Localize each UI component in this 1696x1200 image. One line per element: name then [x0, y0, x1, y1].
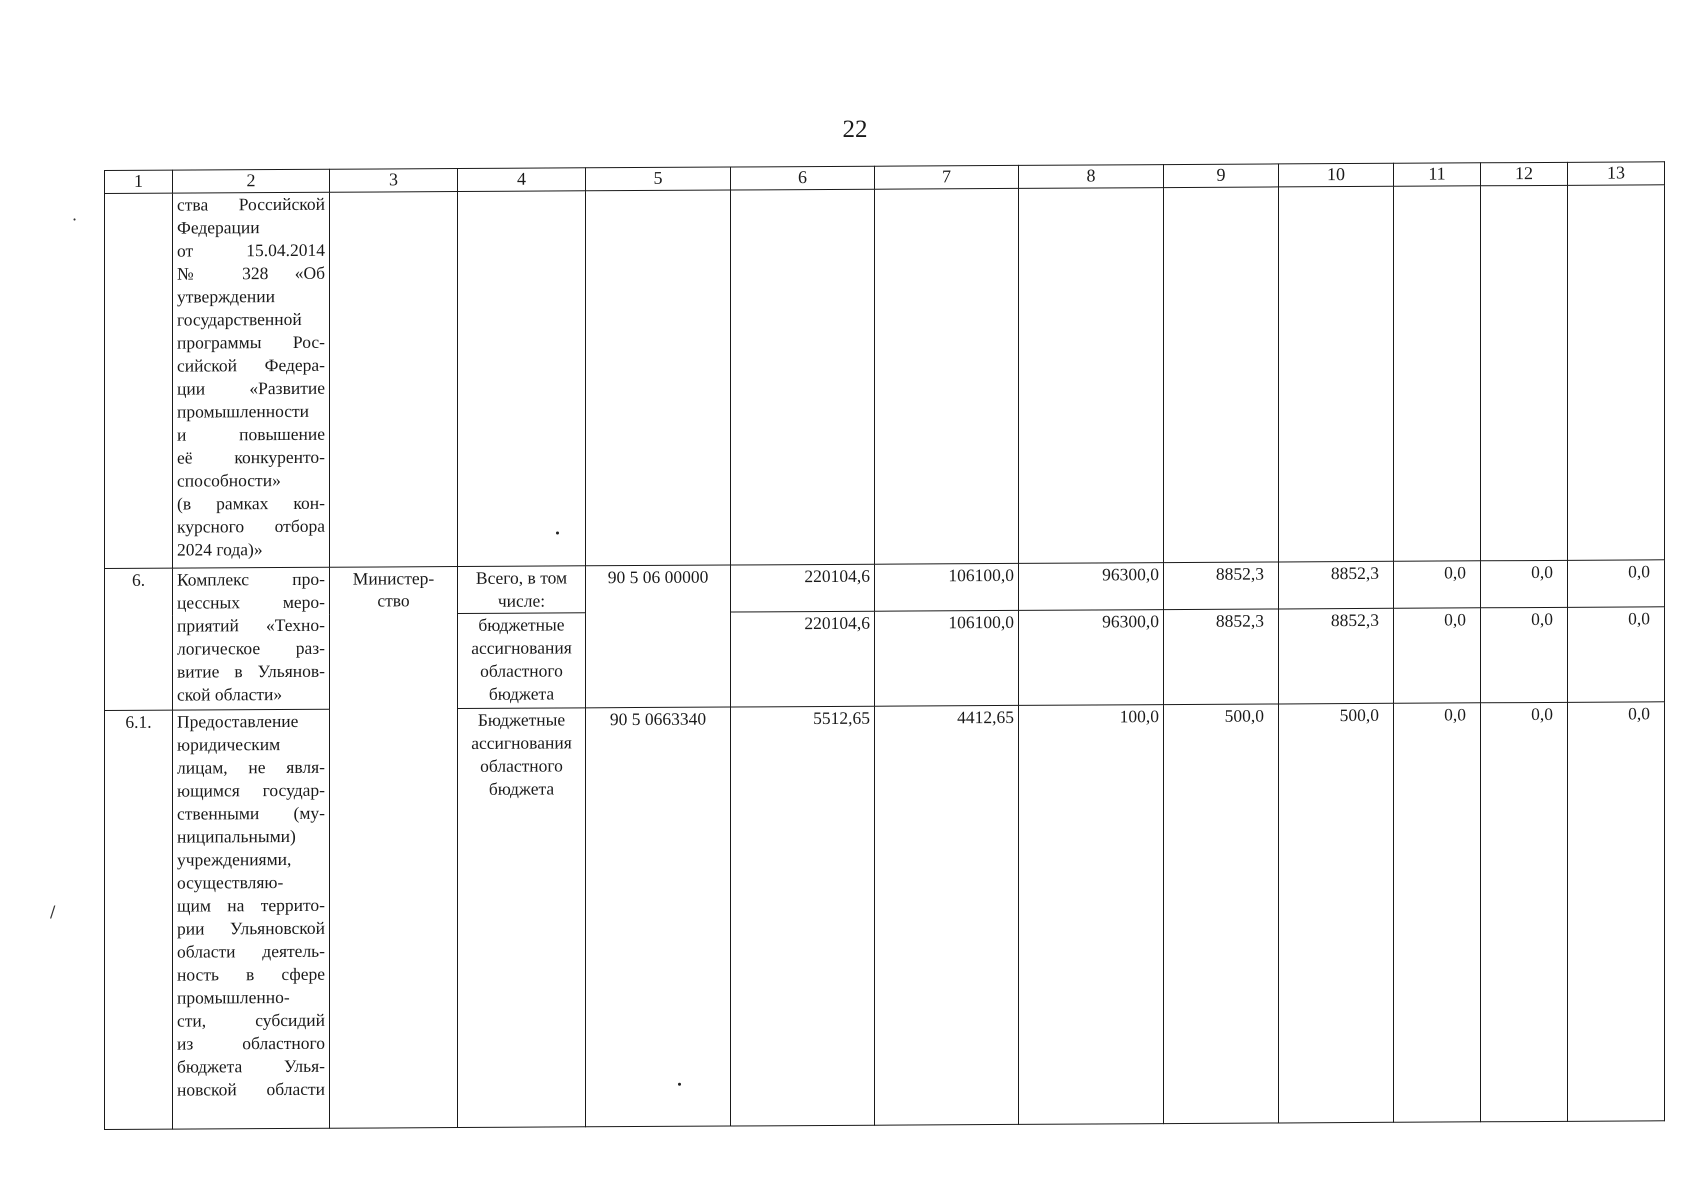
value-cell [1164, 187, 1279, 563]
source-line: ассигнования [471, 637, 572, 658]
description-line: рии Ульяновской [177, 917, 325, 939]
description-line: Федерации [177, 217, 260, 238]
description-line: цессных меро- [177, 591, 325, 613]
description-line: промышленности [177, 400, 310, 422]
description-line: учреждениями, [177, 848, 292, 870]
value-cell: 96300,0 [1019, 610, 1164, 706]
header-cell: 11 [1394, 163, 1481, 186]
description-cell [173, 567, 330, 710]
executor-line: Министер- [352, 568, 435, 589]
value-cell: 0,0 [1568, 702, 1665, 1122]
source-cell [458, 191, 586, 567]
executor-cell [330, 192, 458, 568]
value-cell: 0,0 [1568, 607, 1665, 703]
source-line: ассигнования [471, 732, 572, 753]
description-line: способности» [177, 470, 281, 491]
source-line: Бюджетные [477, 709, 566, 730]
description-line: ства Российской [177, 193, 325, 215]
description-line: области деятель- [177, 940, 325, 962]
value-cell [875, 188, 1019, 564]
value-cell [1279, 186, 1394, 562]
stray-dot-mark [678, 1083, 681, 1086]
value-cell: 0,0 [1394, 561, 1481, 608]
description-cell [173, 192, 330, 568]
continuation-row [105, 185, 1665, 569]
value-cell: 8852,3 [1164, 562, 1279, 610]
description-line: ской области» [177, 684, 283, 705]
source-line: числе: [497, 590, 546, 611]
value-cell: 500,0 [1279, 703, 1394, 1123]
code-cell [586, 190, 731, 566]
value-cell [1481, 185, 1568, 560]
description-line: ственными (му- [177, 802, 325, 824]
header-cell: 2 [173, 169, 330, 193]
description-line: её конкуренто- [177, 446, 325, 468]
description-line: № 328 «Об [177, 262, 325, 284]
value-cell [1568, 185, 1665, 561]
source-total-cell [458, 566, 586, 614]
stray-dot-mark: · [72, 210, 78, 229]
header-cell: 6 [731, 166, 875, 190]
description-line: витие в Ульянов- [177, 660, 325, 682]
source-line: бюджета [488, 683, 555, 704]
description-line: Комплекс про- [177, 568, 325, 590]
value-cell: 106100,0 [875, 563, 1019, 611]
value-cell: 4412,65 [875, 705, 1019, 1125]
header-cell: 5 [586, 167, 731, 191]
source-budget-cell [458, 613, 586, 709]
header-cell: 8 [1019, 165, 1164, 189]
value-cell [1394, 186, 1481, 561]
row-number-cell [105, 193, 173, 568]
description-line: юридическим [177, 734, 281, 755]
description-line: осуществляю- [177, 871, 284, 893]
description-line: приятий «Техно- [177, 614, 325, 636]
value-cell: 0,0 [1481, 560, 1568, 607]
budget-table [104, 161, 1665, 1130]
description-line: программы Рос- [177, 331, 325, 353]
description-line: курсного отбора [177, 515, 325, 537]
value-cell: 0,0 [1394, 703, 1481, 1122]
description-line: бюджета Улья- [177, 1055, 325, 1077]
description-line: ющимся государ- [177, 779, 325, 801]
value-cell: 220104,6 [731, 564, 875, 612]
description-line: из областного [177, 1032, 325, 1054]
code-value: 90 5 0663340 [609, 708, 707, 730]
description-line: от 15.04.2014 [177, 239, 325, 261]
value-cell: 500,0 [1164, 704, 1279, 1124]
description-line: логическое раз- [177, 637, 325, 659]
value-cell: 0,0 [1568, 560, 1665, 608]
description-line: промышленно- [177, 986, 290, 1008]
stray-dot-mark [556, 531, 559, 534]
row-number-cell: 6. [105, 568, 173, 710]
executor-line: ство [377, 590, 410, 611]
code-cell [586, 707, 731, 1127]
code-cell: 90 5 06 00000 [586, 565, 731, 708]
description-line: 2024 года)» [177, 539, 263, 560]
header-cell: 4 [458, 168, 586, 192]
description-line: утверждении [177, 286, 275, 307]
header-cell: 10 [1279, 163, 1394, 187]
value-cell: 8852,3 [1164, 609, 1279, 705]
description-line: сти, субсидий [177, 1009, 325, 1031]
header-cell: 12 [1481, 162, 1568, 185]
description-line: сийской Федера- [177, 354, 325, 376]
description-line: (в рамках кон- [177, 492, 325, 514]
value-cell: 0,0 [1481, 702, 1568, 1121]
source-line: бюджета [488, 778, 555, 799]
header-cell: 7 [875, 165, 1019, 189]
description-cell [173, 709, 330, 1129]
value-cell: 0,0 [1481, 607, 1568, 702]
row-number-cell: 6.1. [105, 710, 173, 1129]
description-line: государственной [177, 308, 302, 330]
description-line: и повышение [177, 423, 325, 445]
value-cell: 220104,6 [731, 611, 875, 707]
source-line: областного [480, 755, 563, 776]
value-cell [1019, 188, 1164, 564]
source-line: областного [480, 660, 563, 681]
value-cell: 8852,3 [1279, 608, 1394, 704]
header-cell: 13 [1568, 162, 1665, 186]
executor-cell [330, 567, 458, 1129]
value-cell: 106100,0 [875, 610, 1019, 706]
description-line: щим на террито- [177, 894, 325, 916]
source-line: Всего, в том [475, 567, 568, 588]
header-cell: 1 [105, 170, 173, 193]
description-line: ниципальными) [177, 825, 296, 847]
value-cell: 0,0 [1394, 608, 1481, 703]
value-cell: 96300,0 [1019, 563, 1164, 611]
budget-table-sheet [104, 161, 1664, 1130]
value-cell [731, 189, 875, 565]
description-line: новской области [177, 1078, 325, 1100]
source-cell [458, 708, 586, 1128]
description-line: ность в сфере [177, 963, 325, 985]
page-number: 22 [842, 116, 868, 143]
description-line: ции «Развитие [177, 377, 325, 399]
header-cell: 3 [330, 169, 458, 193]
description-line: лицам, не явля- [177, 756, 325, 778]
stray-tick-mark: / [50, 902, 56, 921]
header-cell: 9 [1164, 164, 1279, 188]
value-cell: 8852,3 [1279, 561, 1394, 609]
value-cell: 5512,65 [731, 706, 875, 1126]
source-line: бюджетные [478, 614, 565, 635]
description-line: Предоставление [177, 710, 299, 732]
value-cell: 100,0 [1019, 705, 1164, 1125]
